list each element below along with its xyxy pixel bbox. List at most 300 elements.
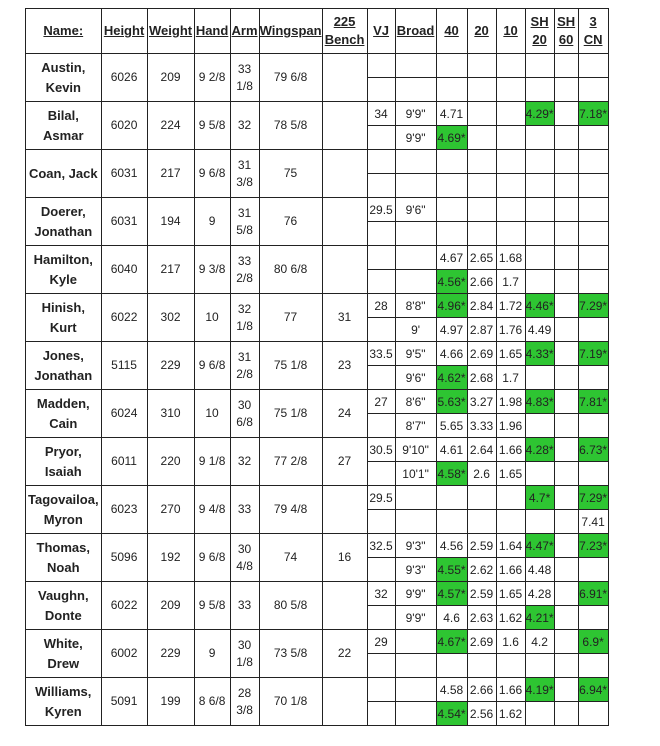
result-sh20-attempt-1: 4.46* — [525, 294, 554, 318]
result-3cn-attempt-2 — [578, 174, 608, 198]
result-sh60-attempt-1 — [554, 486, 578, 510]
header-sh60: SH 60 — [554, 9, 578, 54]
player-wingspan: 77 — [259, 294, 322, 342]
player-height: 5115 — [101, 342, 147, 390]
result-40-attempt-1: 4.96* — [436, 294, 467, 318]
player-weight: 270 — [147, 486, 194, 534]
result-sh60-attempt-1 — [554, 534, 578, 558]
result-sh20-attempt-1: 4.29* — [525, 102, 554, 126]
result-10-attempt-2 — [496, 78, 525, 102]
result-3cn-attempt-1 — [578, 54, 608, 78]
result-10-attempt-1 — [496, 486, 525, 510]
player-arm: 31 5/8 — [230, 198, 259, 246]
result-20-attempt-1: 2.59 — [467, 582, 496, 606]
player-height: 6022 — [101, 294, 147, 342]
player-bench — [322, 678, 367, 726]
result-broad-attempt-1 — [395, 246, 436, 270]
player-hand: 8 6/8 — [194, 678, 230, 726]
result-sh20-attempt-1: 4.47* — [525, 534, 554, 558]
result-10-attempt-2 — [496, 126, 525, 150]
result-vj-attempt-1: 27 — [367, 390, 395, 414]
player-wingspan: 79 6/8 — [259, 54, 322, 102]
result-10-attempt-2: 1.7 — [496, 270, 525, 294]
result-40-attempt-1: 5.63* — [436, 390, 467, 414]
player-name: Doerer, Jonathan — [26, 198, 102, 246]
result-40-attempt-2: 4.54* — [436, 702, 467, 726]
result-sh20-attempt-2 — [525, 174, 554, 198]
player-arm: 32 — [230, 438, 259, 486]
player-height: 5096 — [101, 534, 147, 582]
header-height: Height — [101, 9, 147, 54]
header-arm: Arm — [230, 9, 259, 54]
result-20-attempt-1: 2.69 — [467, 630, 496, 654]
result-broad-attempt-1 — [395, 630, 436, 654]
result-3cn-attempt-2 — [578, 318, 608, 342]
player-arm: 33 2/8 — [230, 246, 259, 294]
player-hand: 9 5/8 — [194, 582, 230, 630]
player-arm: 32 1/8 — [230, 294, 259, 342]
player-bench: 31 — [322, 294, 367, 342]
result-40-attempt-2: 4.58* — [436, 462, 467, 486]
player-height: 6040 — [101, 246, 147, 294]
result-broad-attempt-2 — [395, 510, 436, 534]
player-hand: 10 — [194, 294, 230, 342]
player-row — [26, 54, 609, 78]
player-name: Williams, Kyren — [26, 678, 102, 726]
player-row — [26, 342, 609, 366]
player-arm: 31 2/8 — [230, 342, 259, 390]
result-10-attempt-1: 1.68 — [496, 246, 525, 270]
header-weight: Weight — [147, 9, 194, 54]
result-3cn-attempt-2: 7.41 — [578, 510, 608, 534]
result-vj-attempt-1: 29.5 — [367, 198, 395, 222]
result-sh20-attempt-2: 4.21* — [525, 606, 554, 630]
player-arm: 33 — [230, 486, 259, 534]
result-3cn-attempt-2 — [578, 558, 608, 582]
player-height: 6023 — [101, 486, 147, 534]
result-sh20-attempt-2 — [525, 78, 554, 102]
result-20-attempt-1: 2.66 — [467, 678, 496, 702]
player-bench — [322, 582, 367, 630]
result-40-attempt-1: 4.57* — [436, 582, 467, 606]
result-3cn-attempt-2 — [578, 702, 608, 726]
result-sh20-attempt-1: 4.2 — [525, 630, 554, 654]
player-arm: 28 3/8 — [230, 678, 259, 726]
result-vj-attempt-1 — [367, 678, 395, 702]
result-20-attempt-1: 2.69 — [467, 342, 496, 366]
result-3cn-attempt-1: 6.73* — [578, 438, 608, 462]
result-vj-attempt-2 — [367, 702, 395, 726]
result-20-attempt-1: 2.84 — [467, 294, 496, 318]
result-sh20-attempt-2 — [525, 462, 554, 486]
player-hand: 9 6/8 — [194, 150, 230, 198]
result-vj-attempt-1 — [367, 54, 395, 78]
result-10-attempt-2: 1.66 — [496, 558, 525, 582]
player-name: Pryor, Isaiah — [26, 438, 102, 486]
result-vj-attempt-2 — [367, 606, 395, 630]
player-hand: 9 2/8 — [194, 54, 230, 102]
result-broad-attempt-1: 9'3" — [395, 534, 436, 558]
result-sh20-attempt-2: 4.48 — [525, 558, 554, 582]
result-10-attempt-1: 1.66 — [496, 438, 525, 462]
player-weight: 209 — [147, 582, 194, 630]
result-sh60-attempt-2 — [554, 414, 578, 438]
result-sh20-attempt-2 — [525, 654, 554, 678]
player-height: 6024 — [101, 390, 147, 438]
player-bench: 27 — [322, 438, 367, 486]
result-10-attempt-2: 1.76 — [496, 318, 525, 342]
player-name: Vaughn, Donte — [26, 582, 102, 630]
result-broad-attempt-1: 9'10" — [395, 438, 436, 462]
player-hand: 9 6/8 — [194, 534, 230, 582]
header-3cn: 3 CN — [578, 9, 608, 54]
result-20-attempt-2: 3.33 — [467, 414, 496, 438]
result-sh20-attempt-1 — [525, 198, 554, 222]
result-3cn-attempt-2 — [578, 222, 608, 246]
result-sh60-attempt-2 — [554, 126, 578, 150]
result-vj-attempt-2 — [367, 414, 395, 438]
result-20-attempt-2: 2.6 — [467, 462, 496, 486]
result-broad-attempt-1: 8'8" — [395, 294, 436, 318]
result-40-attempt-2 — [436, 654, 467, 678]
result-3cn-attempt-2 — [578, 414, 608, 438]
player-weight: 217 — [147, 150, 194, 198]
result-sh20-attempt-1 — [525, 54, 554, 78]
result-broad-attempt-1: 9'5" — [395, 342, 436, 366]
result-broad-attempt-1: 9'9" — [395, 582, 436, 606]
player-bench — [322, 54, 367, 102]
result-3cn-attempt-1: 7.29* — [578, 486, 608, 510]
header-vj: VJ — [367, 9, 395, 54]
result-40-attempt-2: 5.65 — [436, 414, 467, 438]
result-40-attempt-1: 4.61 — [436, 438, 467, 462]
result-10-attempt-1: 1.6 — [496, 630, 525, 654]
player-row — [26, 246, 609, 270]
result-10-attempt-2: 1.65 — [496, 462, 525, 486]
result-3cn-attempt-1: 6.91* — [578, 582, 608, 606]
player-name: Thomas, Noah — [26, 534, 102, 582]
result-sh60-attempt-2 — [554, 174, 578, 198]
result-10-attempt-1 — [496, 150, 525, 174]
result-sh60-attempt-1 — [554, 342, 578, 366]
result-20-attempt-2: 2.87 — [467, 318, 496, 342]
result-sh20-attempt-2 — [525, 126, 554, 150]
player-weight: 192 — [147, 534, 194, 582]
result-broad-attempt-2: 10'1" — [395, 462, 436, 486]
result-20-attempt-1 — [467, 198, 496, 222]
result-sh20-attempt-1: 4.28* — [525, 438, 554, 462]
result-broad-attempt-2 — [395, 270, 436, 294]
result-sh60-attempt-1 — [554, 678, 578, 702]
player-weight: 229 — [147, 342, 194, 390]
result-sh60-attempt-2 — [554, 462, 578, 486]
result-broad-attempt-2: 9'3" — [395, 558, 436, 582]
result-broad-attempt-2: 9'6" — [395, 366, 436, 390]
result-broad-attempt-2 — [395, 654, 436, 678]
result-sh60-attempt-2 — [554, 654, 578, 678]
result-vj-attempt-2 — [367, 462, 395, 486]
result-3cn-attempt-2 — [578, 366, 608, 390]
result-sh60-attempt-2 — [554, 606, 578, 630]
player-wingspan: 77 2/8 — [259, 438, 322, 486]
result-sh20-attempt-2 — [525, 702, 554, 726]
result-sh60-attempt-1 — [554, 198, 578, 222]
player-name: Madden, Cain — [26, 390, 102, 438]
result-sh60-attempt-2 — [554, 318, 578, 342]
result-sh20-attempt-2 — [525, 222, 554, 246]
result-10-attempt-1 — [496, 54, 525, 78]
result-vj-attempt-2 — [367, 78, 395, 102]
player-name: Coan, Jack — [26, 150, 102, 198]
result-sh60-attempt-2 — [554, 222, 578, 246]
result-vj-attempt-1 — [367, 246, 395, 270]
result-vj-attempt-1: 34 — [367, 102, 395, 126]
result-sh20-attempt-1: 4.83* — [525, 390, 554, 414]
result-20-attempt-2 — [467, 174, 496, 198]
result-20-attempt-2: 2.63 — [467, 606, 496, 630]
header-name: Name: — [26, 9, 102, 54]
header-hand: Hand — [194, 9, 230, 54]
header-10: 10 — [496, 9, 525, 54]
player-height: 6031 — [101, 150, 147, 198]
player-weight: 199 — [147, 678, 194, 726]
result-40-attempt-2: 4.56* — [436, 270, 467, 294]
table-body — [26, 54, 609, 726]
result-sh20-attempt-2 — [525, 366, 554, 390]
player-name: White, Drew — [26, 630, 102, 678]
result-3cn-attempt-2 — [578, 606, 608, 630]
result-3cn-attempt-1: 7.81* — [578, 390, 608, 414]
result-3cn-attempt-2 — [578, 270, 608, 294]
result-3cn-attempt-1: 7.29* — [578, 294, 608, 318]
result-sh60-attempt-1 — [554, 150, 578, 174]
result-10-attempt-1: 1.98 — [496, 390, 525, 414]
player-row — [26, 486, 609, 510]
result-40-attempt-1 — [436, 54, 467, 78]
player-wingspan: 80 5/8 — [259, 582, 322, 630]
player-bench: 22 — [322, 630, 367, 678]
result-3cn-attempt-2 — [578, 654, 608, 678]
result-40-attempt-1: 4.58 — [436, 678, 467, 702]
player-weight: 209 — [147, 54, 194, 102]
player-weight: 310 — [147, 390, 194, 438]
result-10-attempt-2 — [496, 510, 525, 534]
result-10-attempt-1 — [496, 198, 525, 222]
player-arm: 33 — [230, 582, 259, 630]
player-hand: 10 — [194, 390, 230, 438]
player-arm: 33 1/8 — [230, 54, 259, 102]
player-weight: 220 — [147, 438, 194, 486]
result-40-attempt-2: 4.6 — [436, 606, 467, 630]
player-row — [26, 630, 609, 654]
player-row — [26, 294, 609, 318]
result-3cn-attempt-1: 7.19* — [578, 342, 608, 366]
player-wingspan: 73 5/8 — [259, 630, 322, 678]
result-vj-attempt-1: 33.5 — [367, 342, 395, 366]
result-3cn-attempt-1: 7.18* — [578, 102, 608, 126]
result-sh20-attempt-1 — [525, 150, 554, 174]
player-bench: 16 — [322, 534, 367, 582]
result-sh20-attempt-2 — [525, 510, 554, 534]
result-sh60-attempt-1 — [554, 54, 578, 78]
result-10-attempt-2: 1.62 — [496, 606, 525, 630]
header-wingspan: Wingspan — [259, 9, 322, 54]
result-3cn-attempt-1 — [578, 246, 608, 270]
player-hand: 9 — [194, 198, 230, 246]
result-20-attempt-1 — [467, 150, 496, 174]
result-vj-attempt-2 — [367, 510, 395, 534]
result-sh20-attempt-1: 4.28 — [525, 582, 554, 606]
player-arm: 30 6/8 — [230, 390, 259, 438]
result-20-attempt-2 — [467, 510, 496, 534]
result-10-attempt-1: 1.66 — [496, 678, 525, 702]
result-10-attempt-2: 1.62 — [496, 702, 525, 726]
result-sh60-attempt-2 — [554, 510, 578, 534]
result-sh60-attempt-1 — [554, 582, 578, 606]
result-40-attempt-2 — [436, 510, 467, 534]
result-sh20-attempt-1: 4.7* — [525, 486, 554, 510]
result-sh60-attempt-1 — [554, 102, 578, 126]
result-10-attempt-2 — [496, 222, 525, 246]
player-bench: 24 — [322, 390, 367, 438]
result-40-attempt-2: 4.69* — [436, 126, 467, 150]
player-height: 6031 — [101, 198, 147, 246]
player-hand: 9 3/8 — [194, 246, 230, 294]
result-broad-attempt-1: 9'9" — [395, 102, 436, 126]
result-broad-attempt-2: 9'9" — [395, 126, 436, 150]
result-20-attempt-1 — [467, 102, 496, 126]
player-name: Bilal, Asmar — [26, 102, 102, 150]
player-name: Jones, Jonathan — [26, 342, 102, 390]
player-weight: 194 — [147, 198, 194, 246]
player-wingspan: 74 — [259, 534, 322, 582]
result-3cn-attempt-1 — [578, 198, 608, 222]
player-bench — [322, 198, 367, 246]
result-vj-attempt-1: 32.5 — [367, 534, 395, 558]
player-wingspan: 79 4/8 — [259, 486, 322, 534]
player-row — [26, 102, 609, 126]
result-20-attempt-1: 2.65 — [467, 246, 496, 270]
player-height: 5091 — [101, 678, 147, 726]
result-10-attempt-1: 1.65 — [496, 582, 525, 606]
result-broad-attempt-1 — [395, 150, 436, 174]
result-40-attempt-1: 4.56 — [436, 534, 467, 558]
result-40-attempt-1: 4.71 — [436, 102, 467, 126]
player-hand: 9 1/8 — [194, 438, 230, 486]
player-row — [26, 582, 609, 606]
result-10-attempt-2: 1.7 — [496, 366, 525, 390]
header-sh20: SH 20 — [525, 9, 554, 54]
player-bench: 23 — [322, 342, 367, 390]
result-vj-attempt-2 — [367, 174, 395, 198]
result-vj-attempt-2 — [367, 558, 395, 582]
result-40-attempt-1 — [436, 150, 467, 174]
result-40-attempt-2 — [436, 78, 467, 102]
result-vj-attempt-2 — [367, 222, 395, 246]
result-vj-attempt-1: 29 — [367, 630, 395, 654]
result-sh60-attempt-1 — [554, 630, 578, 654]
result-10-attempt-2 — [496, 174, 525, 198]
header-bench: 225 Bench — [322, 9, 367, 54]
result-3cn-attempt-1: 7.23* — [578, 534, 608, 558]
header-row — [26, 9, 609, 54]
player-wingspan: 75 — [259, 150, 322, 198]
player-height: 6026 — [101, 54, 147, 102]
result-10-attempt-2: 1.96 — [496, 414, 525, 438]
result-sh60-attempt-1 — [554, 390, 578, 414]
player-weight: 217 — [147, 246, 194, 294]
header-40: 40 — [436, 9, 467, 54]
player-arm: 30 1/8 — [230, 630, 259, 678]
player-hand: 9 4/8 — [194, 486, 230, 534]
result-vj-attempt-2 — [367, 654, 395, 678]
result-40-attempt-1: 4.67 — [436, 246, 467, 270]
result-sh20-attempt-2 — [525, 414, 554, 438]
result-3cn-attempt-1 — [578, 150, 608, 174]
result-sh60-attempt-1 — [554, 294, 578, 318]
result-20-attempt-2 — [467, 78, 496, 102]
result-3cn-attempt-1: 6.94* — [578, 678, 608, 702]
player-name: Hamilton, Kyle — [26, 246, 102, 294]
result-sh20-attempt-2: 4.49 — [525, 318, 554, 342]
result-vj-attempt-1: 28 — [367, 294, 395, 318]
result-10-attempt-1 — [496, 102, 525, 126]
header-20: 20 — [467, 9, 496, 54]
result-vj-attempt-1: 30.5 — [367, 438, 395, 462]
player-arm: 31 3/8 — [230, 150, 259, 198]
result-10-attempt-2 — [496, 654, 525, 678]
player-wingspan: 75 1/8 — [259, 390, 322, 438]
result-broad-attempt-2: 8'7" — [395, 414, 436, 438]
player-wingspan: 80 6/8 — [259, 246, 322, 294]
result-10-attempt-1: 1.64 — [496, 534, 525, 558]
player-hand: 9 — [194, 630, 230, 678]
result-40-attempt-1 — [436, 198, 467, 222]
result-20-attempt-2 — [467, 126, 496, 150]
result-broad-attempt-2 — [395, 222, 436, 246]
header-broad: Broad — [395, 9, 436, 54]
player-wingspan: 78 5/8 — [259, 102, 322, 150]
result-sh20-attempt-2 — [525, 270, 554, 294]
result-vj-attempt-1 — [367, 150, 395, 174]
player-row — [26, 150, 609, 174]
result-20-attempt-1 — [467, 54, 496, 78]
player-wingspan: 70 1/8 — [259, 678, 322, 726]
player-hand: 9 6/8 — [194, 342, 230, 390]
player-arm: 32 — [230, 102, 259, 150]
result-20-attempt-2: 2.62 — [467, 558, 496, 582]
result-3cn-attempt-2 — [578, 126, 608, 150]
player-row — [26, 390, 609, 414]
result-40-attempt-2: 4.62* — [436, 366, 467, 390]
result-broad-attempt-2 — [395, 174, 436, 198]
result-40-attempt-1 — [436, 486, 467, 510]
result-sh20-attempt-1 — [525, 246, 554, 270]
result-broad-attempt-1 — [395, 486, 436, 510]
result-10-attempt-1: 1.72 — [496, 294, 525, 318]
player-name: Austin, Kevin — [26, 54, 102, 102]
result-sh60-attempt-2 — [554, 702, 578, 726]
player-weight: 229 — [147, 630, 194, 678]
result-broad-attempt-1 — [395, 54, 436, 78]
result-broad-attempt-2 — [395, 702, 436, 726]
result-20-attempt-1: 2.64 — [467, 438, 496, 462]
player-bench — [322, 486, 367, 534]
result-40-attempt-1: 4.67* — [436, 630, 467, 654]
player-weight: 224 — [147, 102, 194, 150]
result-sh60-attempt-1 — [554, 438, 578, 462]
player-height: 6022 — [101, 582, 147, 630]
